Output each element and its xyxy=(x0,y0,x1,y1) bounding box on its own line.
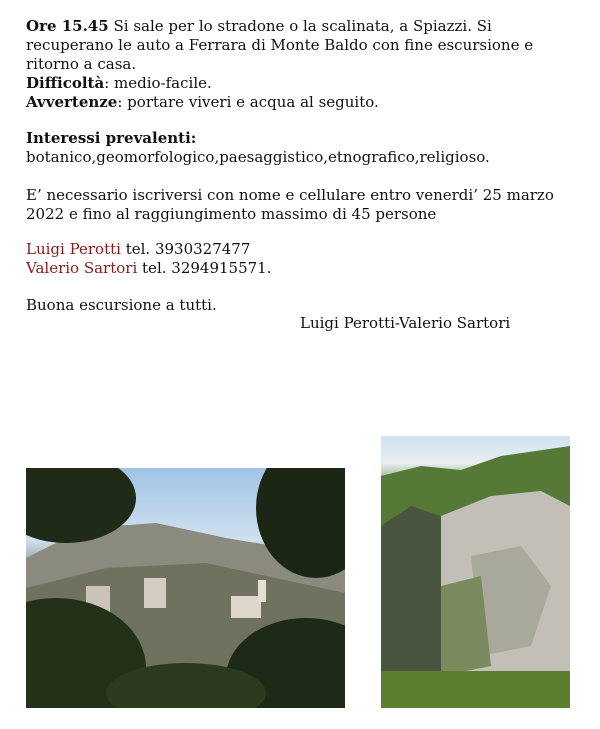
difficulty-value: : medio-facile. xyxy=(104,74,212,92)
paragraph-contacts xyxy=(26,240,582,278)
schedule-text: Si sale per lo stradone o la scalinata, a Spiazzi. Si recuperano le auto a Ferrara di Monte Baldo con fine escursione e ritorno a casa. xyxy=(26,17,534,73)
interests-value: botanico,geomorfologico,paesaggistico,etnografico,religioso. xyxy=(26,148,490,166)
cliff-photo-drawing xyxy=(381,436,570,708)
contact-tel: tel. 3930327477 xyxy=(120,240,251,258)
contact-name: Luigi Perotti xyxy=(26,240,121,258)
contact-tel: tel. 3294915571. xyxy=(137,259,272,277)
schedule-time-label: Ore 15.45 xyxy=(26,17,109,35)
paragraph-registration: E’ necessario iscriversi con nome e cellulare entro venerdi’ 25 marzo 2022 e fino al raggiungimento massimo di 45 persone xyxy=(26,186,554,223)
warnings-label: Avvertenze xyxy=(26,93,118,111)
signature-names: Luigi Perotti-Valerio Sartori xyxy=(300,314,511,332)
contact-name: Valerio Sartori xyxy=(26,259,138,277)
paragraph-interests xyxy=(26,129,582,167)
paragraph-notes xyxy=(26,74,582,112)
sanctuary-photo-drawing xyxy=(26,468,345,708)
sanctuary-photo xyxy=(26,468,345,708)
interests-label: Interessi prevalenti: xyxy=(26,129,197,147)
warnings-value: : portare viveri e acqua al seguito. xyxy=(117,93,379,111)
paragraph-schedule xyxy=(26,17,582,74)
closing-greeting: Buona escursione a tutti. xyxy=(26,296,217,314)
cliff-photo xyxy=(381,436,570,708)
difficulty-label: Difficoltà xyxy=(26,74,105,92)
